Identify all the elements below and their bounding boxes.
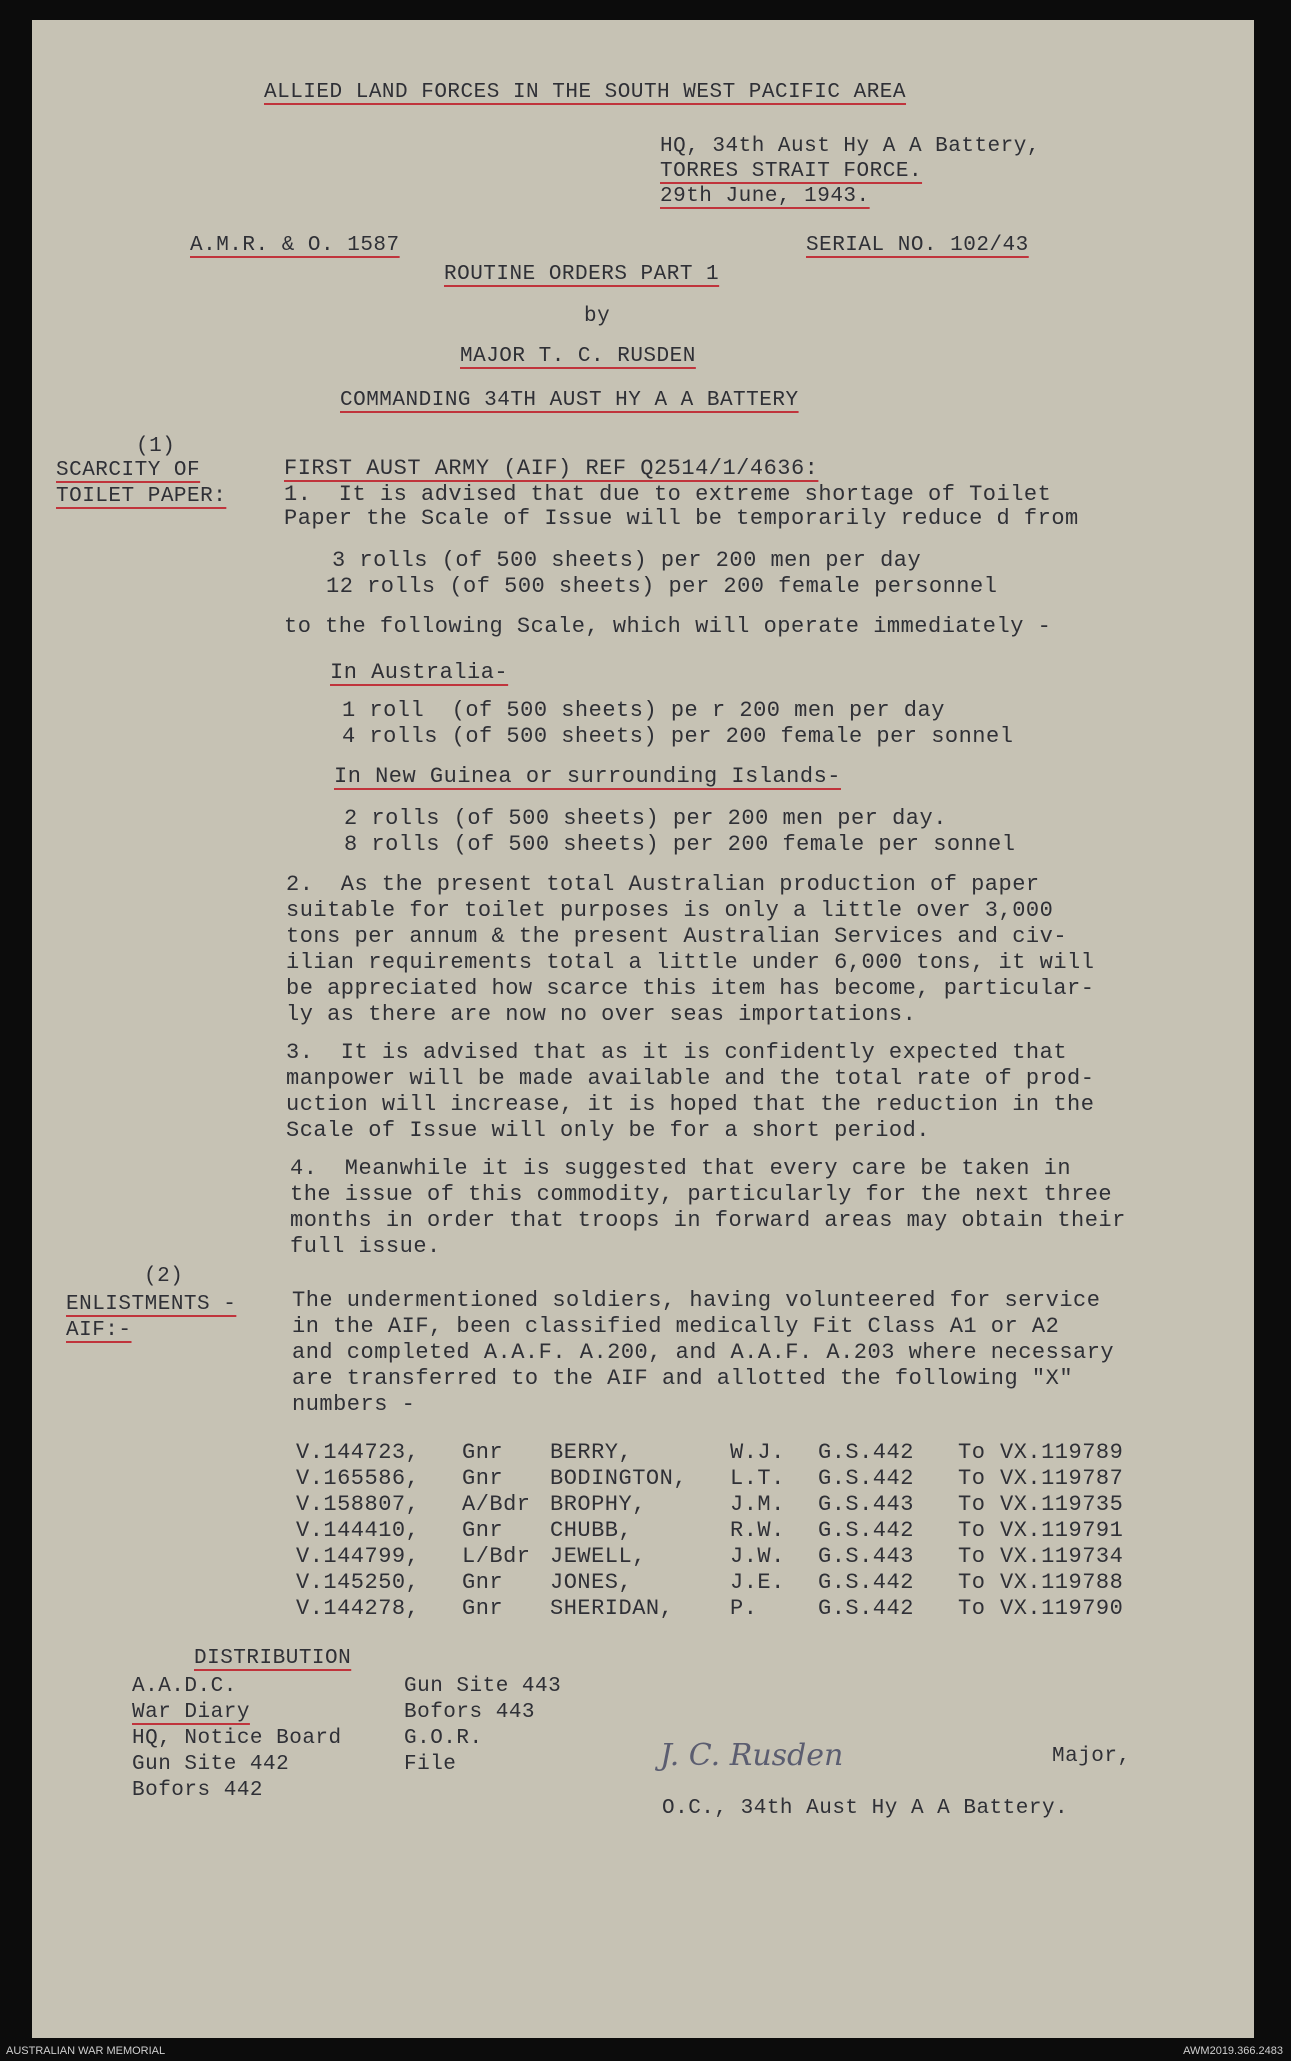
routine-orders-heading: ROUTINE ORDERS PART 1 <box>444 263 720 286</box>
soldier-vx-number: VX.119790 <box>1000 1596 1124 1621</box>
soldier-name: BROPHY, <box>550 1492 646 1517</box>
section-2-heading-line-1: ENLISTMENTS - <box>66 1293 237 1316</box>
soldier-to-label: To <box>958 1544 986 1569</box>
soldier-name: BERRY, <box>550 1440 633 1465</box>
para-3-line: manpower will be made available and the total rate of prod- <box>286 1066 1095 1091</box>
para-2-line: tons per annum & the present Australian Services and civ- <box>286 924 1068 949</box>
hq-line-2: TORRES STRAIT FORCE. <box>660 160 923 183</box>
soldier-vx-number: VX.119787 <box>1000 1466 1124 1491</box>
distribution-item: War Diary <box>132 1701 250 1724</box>
distribution-heading: DISTRIBUTION <box>194 1647 352 1670</box>
signature-rank: Major, <box>1052 1745 1131 1768</box>
distribution-item: Gun Site 443 <box>404 1675 562 1698</box>
para-3-line: uction will increase, it is hoped that the reduction in the <box>286 1092 1095 1117</box>
soldier-initials: L.T. <box>730 1466 785 1491</box>
commanding-line: COMMANDING 34TH AUST HY A A BATTERY <box>340 389 799 412</box>
soldier-vx-number: VX.119789 <box>1000 1440 1124 1465</box>
soldier-initials: J.W. <box>730 1544 785 1569</box>
section-2-number: (2) <box>144 1265 184 1288</box>
australia-scale-female: 4 rolls (of 500 sheets) per 200 female per sonnel <box>342 724 1014 749</box>
soldier-to-label: To <box>958 1596 986 1621</box>
soldier-unit: G.S.442 <box>818 1570 914 1595</box>
soldier-to-label: To <box>958 1466 986 1491</box>
by-label: by <box>584 305 611 328</box>
soldier-initials: R.W. <box>730 1518 785 1543</box>
distribution-item: Bofors 442 <box>132 1779 264 1802</box>
old-scale-female: 12 rolls (of 500 sheets) per 200 female personnel <box>326 574 998 599</box>
soldier-number: V.144723, <box>296 1440 420 1465</box>
soldier-vx-number: VX.119791 <box>1000 1518 1124 1543</box>
para-2-line: ly as there are now no over seas importations. <box>286 1002 917 1027</box>
para-2-line: be appreciated how scarce this item has become, particular- <box>286 976 1095 1001</box>
australia-heading: In Australia- <box>330 660 509 685</box>
section-2-intro-line: in the AIF, been classified medically Fit Class A1 or A2 <box>292 1314 1060 1339</box>
soldier-rank: Gnr <box>462 1570 504 1595</box>
section-1-para-1-line-2: Paper the Scale of Issue will be temporarily reduce d from <box>284 506 1079 531</box>
section-2-intro-line: and completed A.A.F. A.200, and A.A.F. A.203 where necessary <box>292 1340 1115 1365</box>
new-guinea-heading: In New Guinea or surrounding Islands- <box>334 764 841 789</box>
australia-scale-men: 1 roll (of 500 sheets) pe r 200 men per day <box>342 698 945 723</box>
soldier-name: SHERIDAN, <box>550 1596 674 1621</box>
para-3-line: Scale of Issue will only be for a short period. <box>286 1118 931 1143</box>
soldier-number: V.165586, <box>296 1466 420 1491</box>
soldier-to-label: To <box>958 1518 986 1543</box>
para-3-line: 3. It is advised that as it is confidently expected that <box>286 1040 1068 1065</box>
soldier-initials: P. <box>730 1596 758 1621</box>
soldier-initials: W.J. <box>730 1440 785 1465</box>
document-date: 29th June, 1943. <box>660 185 870 208</box>
section-2-intro-line: numbers - <box>292 1392 416 1417</box>
soldier-rank: Gnr <box>462 1466 504 1491</box>
distribution-item: File <box>404 1753 457 1776</box>
soldier-to-label: To <box>958 1492 986 1517</box>
soldier-rank: L/Bdr <box>462 1544 531 1569</box>
soldier-number: V.144410, <box>296 1518 420 1543</box>
soldier-rank: A/Bdr <box>462 1492 531 1517</box>
distribution-item: Bofors 443 <box>404 1701 536 1724</box>
para-2-line: ilian requirements total a little under 6,000 tons, it will <box>286 950 1095 975</box>
para-2-line: suitable for toilet purposes is only a little over 3,000 <box>286 898 1054 923</box>
old-scale-men: 3 rolls (of 500 sheets) per 200 men per day <box>332 548 922 573</box>
soldier-number: V.144278, <box>296 1596 420 1621</box>
new-guinea-scale-men: 2 rolls (of 500 sheets) per 200 men per day. <box>344 806 947 831</box>
document-title: ALLIED LAND FORCES IN THE SOUTH WEST PACIFIC AREA <box>264 81 907 104</box>
soldier-rank: Gnr <box>462 1440 504 1465</box>
soldier-number: V.144799, <box>296 1544 420 1569</box>
soldier-to-label: To <box>958 1570 986 1595</box>
soldier-number: V.145250, <box>296 1570 420 1595</box>
section-1-number: (1) <box>136 435 176 458</box>
distribution-item: Gun Site 442 <box>132 1753 290 1776</box>
soldier-rank: Gnr <box>462 1518 504 1543</box>
serial-number: SERIAL NO. 102/43 <box>806 234 1029 257</box>
soldier-name: CHUBB, <box>550 1518 633 1543</box>
para-4-line: 4. Meanwhile it is suggested that every care be taken in <box>290 1156 1072 1181</box>
distribution-item: A.A.D.C. <box>132 1675 237 1698</box>
soldier-initials: J.E. <box>730 1570 785 1595</box>
to-following-line: to the following Scale, which will operate immediately - <box>284 614 1052 639</box>
signature-title: O.C., 34th Aust Hy A A Battery. <box>662 1797 1069 1820</box>
section-2-intro-line: The undermentioned soldiers, having volunteered for service <box>292 1288 1101 1313</box>
soldier-vx-number: VX.119788 <box>1000 1570 1124 1595</box>
para-4-line: full issue. <box>290 1234 441 1259</box>
para-4-line: months in order that troops in forward areas may obtain their <box>290 1208 1126 1233</box>
section-2-heading-line-2: AIF:- <box>66 1319 132 1342</box>
amr-reference: A.M.R. & O. 1587 <box>190 234 400 257</box>
section-1-para-1-line-1: 1. It is advised that due to extreme shortage of Toilet <box>284 482 1052 507</box>
soldier-unit: G.S.442 <box>818 1466 914 1491</box>
distribution-item: HQ, Notice Board <box>132 1727 342 1750</box>
para-2-line: 2. As the present total Australian production of paper <box>286 872 1040 897</box>
section-1-heading-line-2: TOILET PAPER: <box>56 485 227 508</box>
section-1-heading-line-1: SCARCITY OF <box>56 459 201 482</box>
soldier-unit: G.S.443 <box>818 1544 914 1569</box>
soldier-number: V.158807, <box>296 1492 420 1517</box>
soldier-unit: G.S.442 <box>818 1440 914 1465</box>
soldier-name: JONES, <box>550 1570 633 1595</box>
soldier-rank: Gnr <box>462 1596 504 1621</box>
new-guinea-scale-female: 8 rolls (of 500 sheets) per 200 female per sonnel <box>344 832 1016 857</box>
hq-line-1: HQ, 34th Aust Hy A A Battery, <box>660 135 1040 158</box>
section-1-reference: FIRST AUST ARMY (AIF) REF Q2514/1/4636: <box>284 456 819 481</box>
para-4-line: the issue of this commodity, particularly for the next three <box>290 1182 1113 1207</box>
soldier-name: BODINGTON, <box>550 1466 688 1491</box>
footer-left: AUSTRALIAN WAR MEMORIAL <box>6 2045 166 2057</box>
soldier-to-label: To <box>958 1440 986 1465</box>
soldier-vx-number: VX.119735 <box>1000 1492 1124 1517</box>
soldier-unit: G.S.442 <box>818 1518 914 1543</box>
soldier-unit: G.S.443 <box>818 1492 914 1517</box>
soldier-unit: G.S.442 <box>818 1596 914 1621</box>
major-name: MAJOR T. C. RUSDEN <box>460 345 696 368</box>
handwritten-signature: J. C. Rusden <box>660 1738 844 1773</box>
soldier-name: JEWELL, <box>550 1544 646 1569</box>
section-2-intro-line: are transferred to the AIF and allotted the following "X" <box>292 1366 1074 1391</box>
soldier-vx-number: VX.119734 <box>1000 1544 1124 1569</box>
distribution-item: G.O.R. <box>404 1727 483 1750</box>
footer-right: AWM2019.366.2483 <box>1183 2045 1283 2057</box>
soldier-initials: J.M. <box>730 1492 785 1517</box>
